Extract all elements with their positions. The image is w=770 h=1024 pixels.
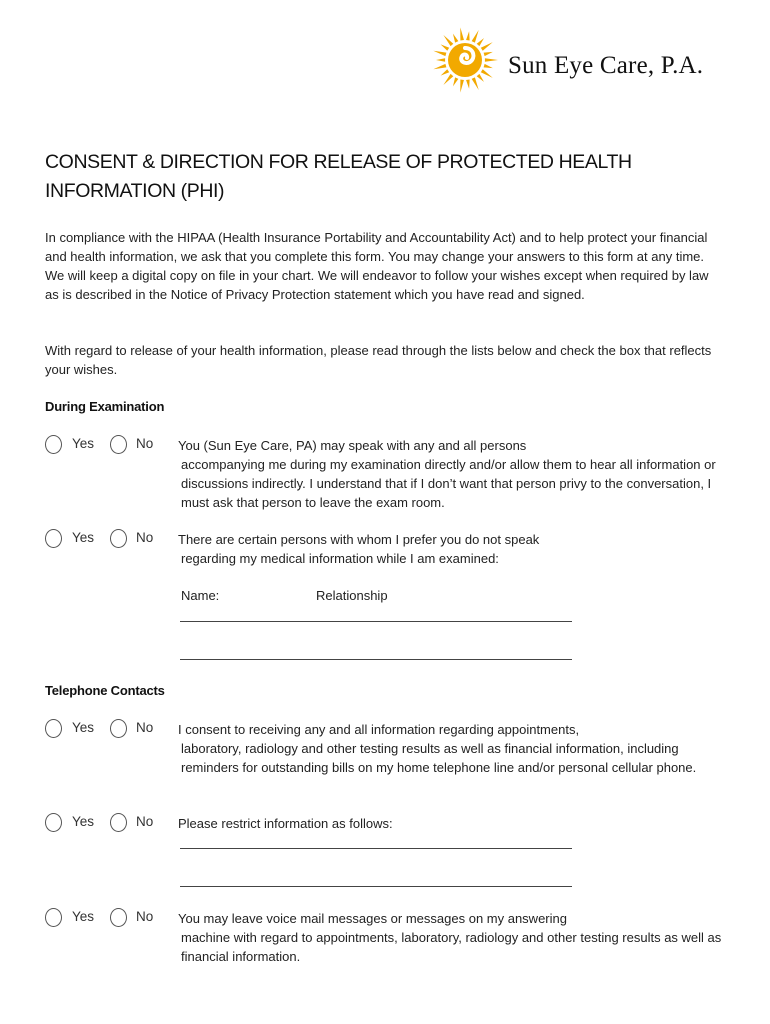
- tel-q1-yes-radio[interactable]: [45, 719, 62, 738]
- tel-q1-no-radio[interactable]: [110, 719, 127, 738]
- sun-ray: [460, 79, 464, 92]
- sun-ray: [472, 77, 479, 90]
- yes-label: Yes: [72, 814, 95, 829]
- exam-q2-first-line: There are certain persons with whom I prefer you do not speak: [178, 532, 540, 547]
- exam-q2-no-radio[interactable]: [110, 529, 127, 548]
- sun-ray: [477, 74, 484, 82]
- sun-ray: [441, 69, 450, 75]
- sun-ray: [441, 44, 450, 50]
- company-logo: [428, 22, 728, 102]
- section-heading-examination: During Examination: [45, 399, 165, 414]
- tel-q3-no-radio[interactable]: [110, 908, 127, 927]
- tel-q2-yes-radio[interactable]: [45, 813, 62, 832]
- sun-ray: [485, 58, 498, 62]
- tel-q3-yes-radio[interactable]: [45, 908, 62, 927]
- tel-restrict-line-1[interactable]: [180, 848, 572, 849]
- yes-label: Yes: [72, 720, 95, 735]
- tel-q3-continuation: machine with regard to appointments, laboratory, radiology and other testing results as well as financial information.: [181, 930, 722, 964]
- exam-q2-statement: [178, 530, 723, 568]
- tel-q2-statement: [178, 814, 723, 833]
- sun-ray: [481, 42, 493, 51]
- sun-ray: [466, 79, 470, 88]
- sun-ray: [433, 51, 446, 56]
- exam-contact-line-2[interactable]: [180, 659, 572, 660]
- exam-q2-continuation: regarding my medical information while I am examined:: [181, 551, 499, 566]
- tel-q2-no-radio[interactable]: [110, 813, 127, 832]
- yes-label: Yes: [72, 530, 95, 545]
- sun-ray: [460, 27, 464, 40]
- relationship-label: Relationship: [316, 588, 388, 603]
- tel-q1-first-line: I consent to receiving any and all information regarding appointments,: [178, 722, 580, 737]
- tel-restrict-line-2[interactable]: [180, 886, 572, 887]
- no-label: No: [136, 530, 154, 545]
- exam-q1-continuation: accompanying me during my examination directly and/or allow them to hear all information or discussions indirectly. I understand that if I don’t want that person privy to the conversation, I must ask that person to leave the exam room.: [181, 457, 716, 510]
- sun-ray: [477, 38, 484, 46]
- sun-ray: [466, 31, 470, 40]
- sun-ray: [433, 64, 446, 69]
- no-label: No: [136, 436, 154, 451]
- sun-ray: [484, 52, 493, 56]
- sun-logo-icon: [428, 22, 503, 97]
- tel-q1-statement: [178, 720, 723, 777]
- tel-q2-first-line: Please restrict information as follows:: [178, 816, 393, 831]
- no-label: No: [136, 720, 154, 735]
- tel-q1-continuation: laboratory, radiology and other testing results as well as financial information, including reminders for outstanding bills on my home telephone line and/or personal cellular phone.: [181, 741, 697, 775]
- sun-ray: [484, 64, 493, 68]
- sun-ray: [443, 74, 453, 85]
- sun-ray: [472, 30, 479, 43]
- sun-ray: [436, 58, 445, 62]
- sun-ray: [481, 69, 493, 78]
- intro-paragraph: In compliance with the HIPAA (Health Insurance Portability and Accountability Act) and to help protect your financial and health information, we ask that you complete this form. You may change your answers to this form at any time. We will keep a digital copy on file in your chart. We will endeavor to follow your wishes except when required by law as is described in the Notice of Privacy Protection statement which you have read and signed.: [45, 230, 709, 302]
- exam-q1-first-line: You (Sun Eye Care, PA) may speak with any and all persons: [178, 438, 527, 453]
- sun-ray: [453, 34, 458, 43]
- exam-q1-statement: [178, 436, 723, 512]
- yes-label: Yes: [72, 436, 95, 451]
- tel-q3-first-line: You may leave voice mail messages or messages on my answering: [178, 911, 567, 926]
- sun-ray: [453, 77, 458, 86]
- no-label: No: [136, 814, 154, 829]
- no-label: No: [136, 909, 154, 924]
- instructions-paragraph: With regard to release of your health information, please read through the lists below and check the box that reflects your wishes.: [45, 343, 712, 377]
- sun-ray: [443, 35, 453, 46]
- name-label: Name:: [181, 588, 220, 603]
- exam-q1-no-radio[interactable]: [110, 435, 127, 454]
- tel-q3-statement: [178, 909, 723, 966]
- exam-q2-yes-radio[interactable]: [45, 529, 62, 548]
- brand-name: Sun Eye Care, P.A.: [508, 52, 704, 79]
- section-heading-telephone: Telephone Contacts: [45, 683, 165, 698]
- form-title: CONSENT & DIRECTION FOR RELEASE OF PROTECTED HEALTH INFORMATION (PHI): [45, 151, 632, 202]
- yes-label: Yes: [72, 909, 95, 924]
- exam-contact-line-1[interactable]: [180, 621, 572, 622]
- exam-q1-yes-radio[interactable]: [45, 435, 62, 454]
